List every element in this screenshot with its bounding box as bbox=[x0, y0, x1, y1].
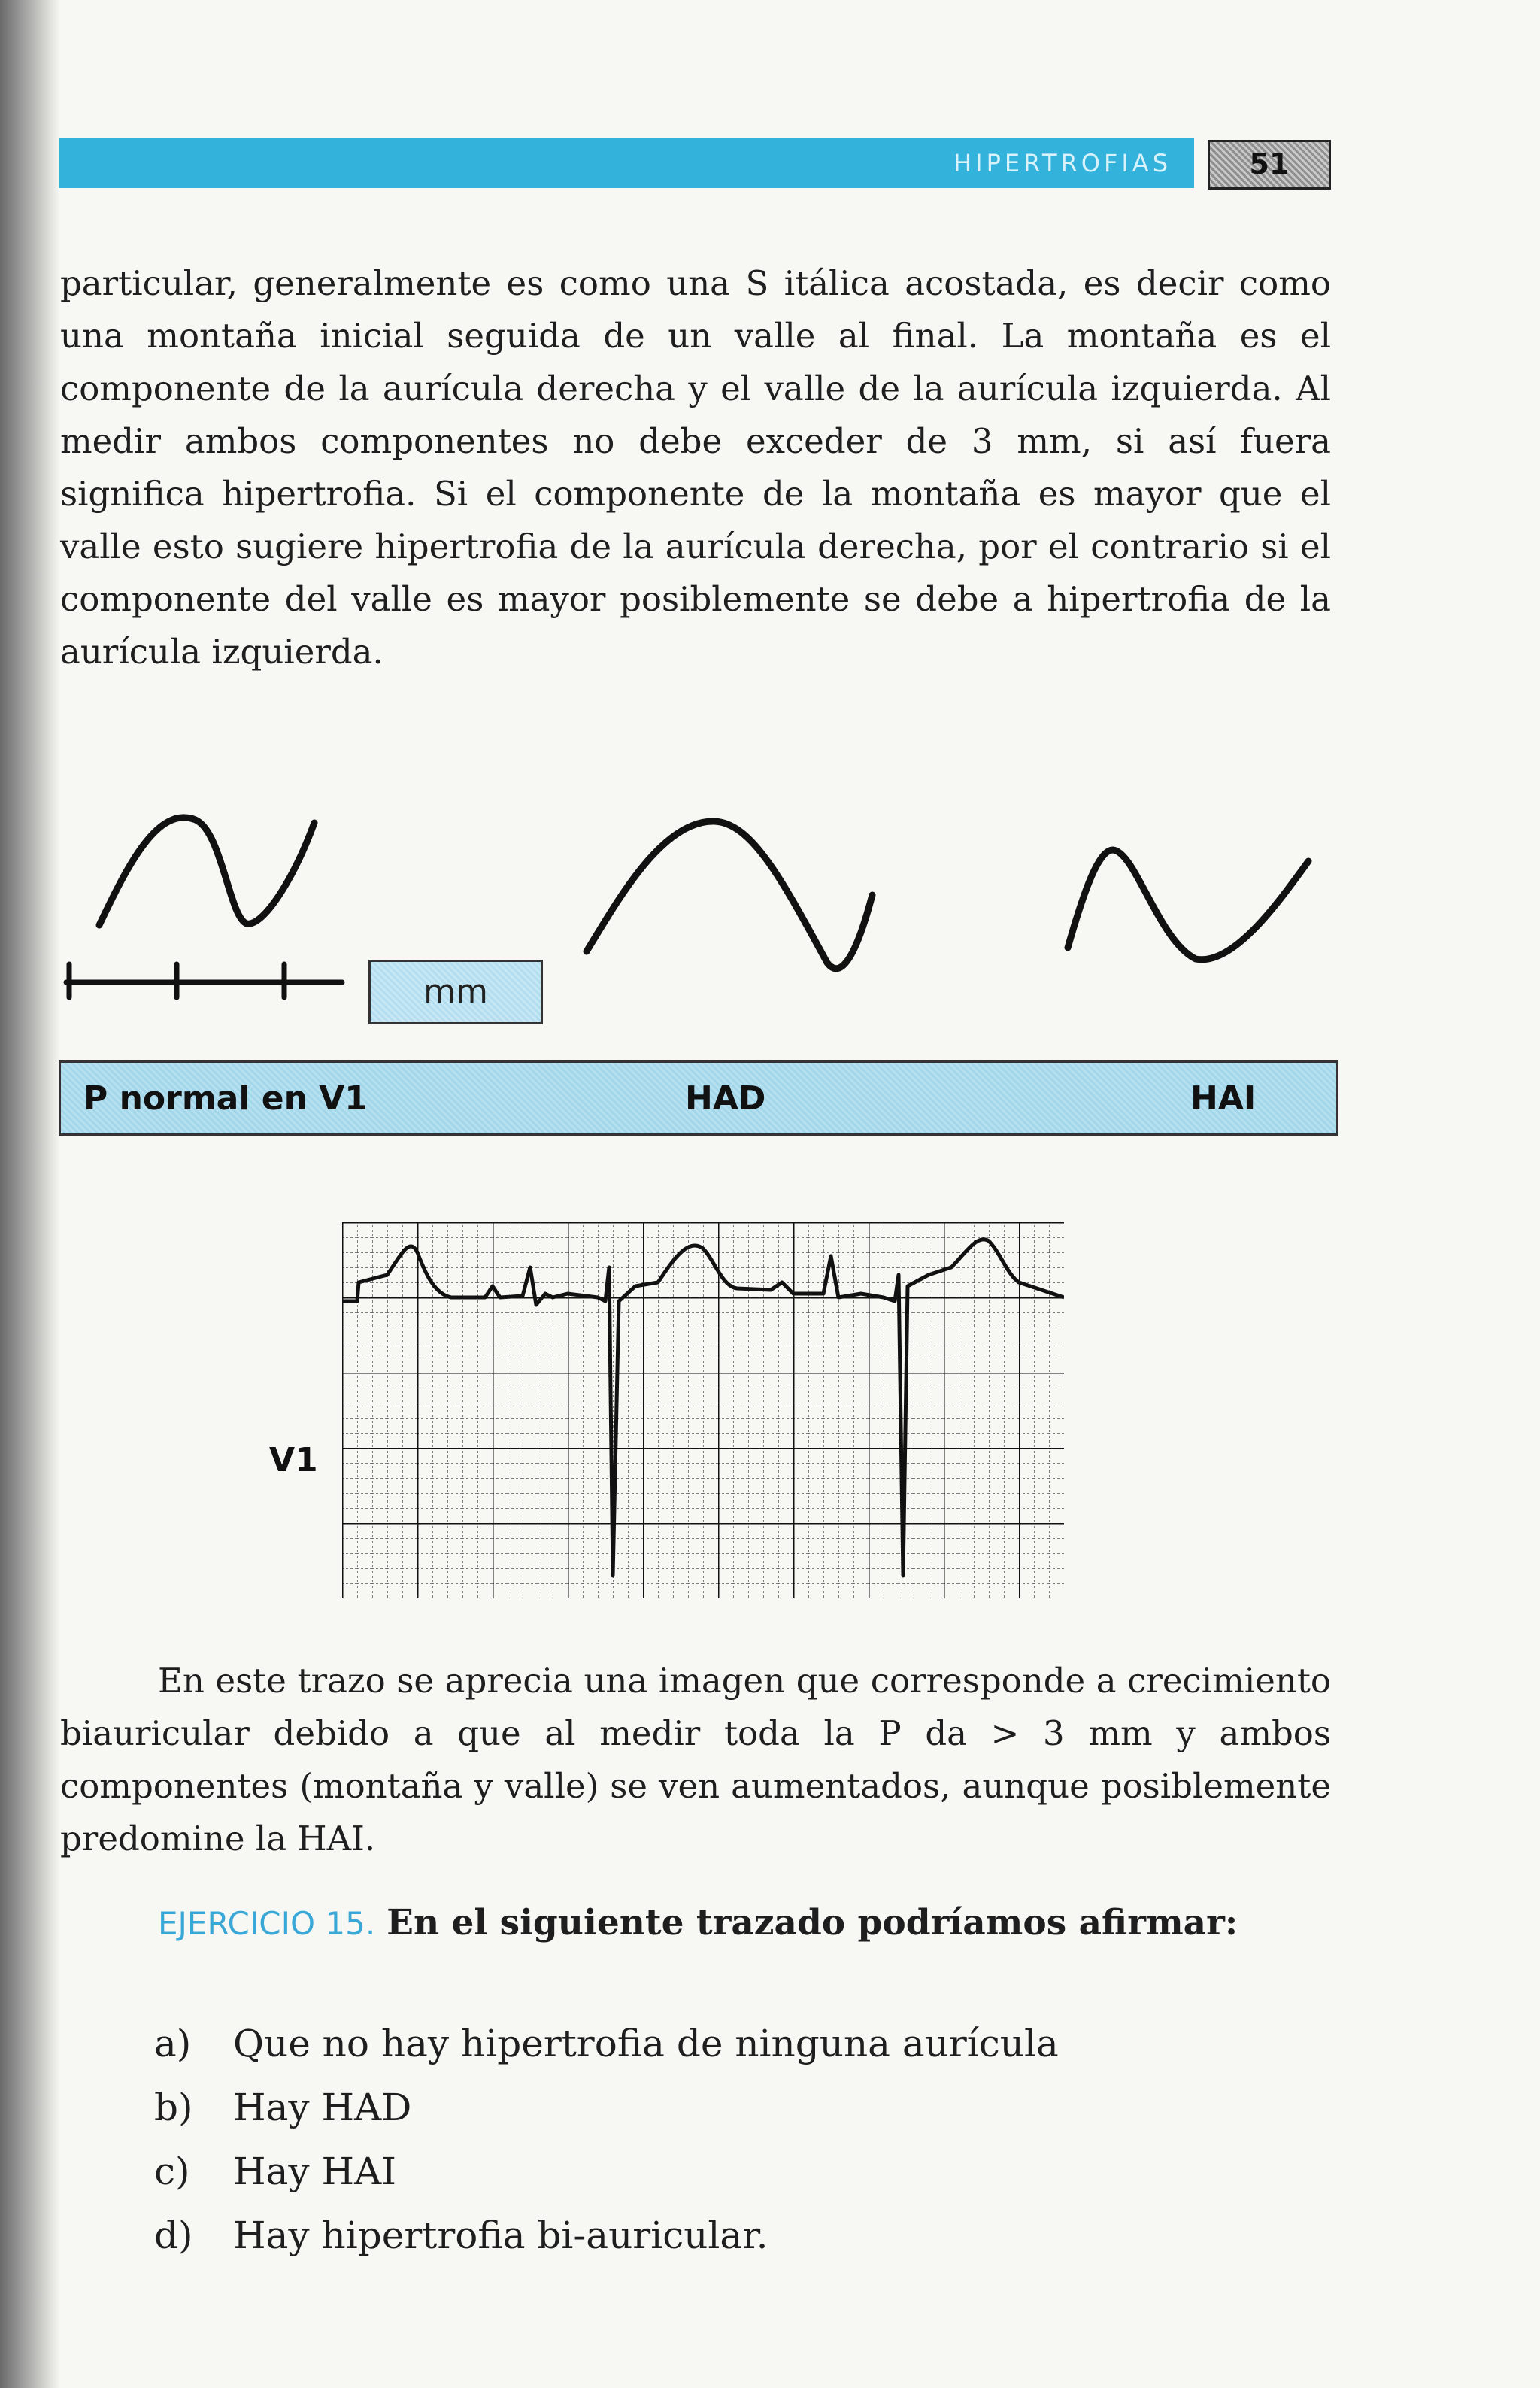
p-wave-diagrams bbox=[45, 797, 1338, 1038]
page-number-box bbox=[1208, 140, 1331, 190]
p-wave-hai-curve bbox=[1068, 850, 1308, 960]
option-a-letter: a) bbox=[154, 2022, 192, 2065]
option-d bbox=[154, 2204, 1059, 2268]
caption-had: HAD bbox=[685, 1079, 766, 1118]
option-c-text: Hay HAI bbox=[233, 2150, 397, 2193]
option-b bbox=[154, 2076, 1059, 2140]
mm-scale-label: mm bbox=[368, 960, 543, 1024]
ecg-strip-v1 bbox=[342, 1222, 1064, 1598]
option-d-text: Hay hipertrofia bi-auricular. bbox=[233, 2214, 768, 2257]
page-number: 51 bbox=[1249, 147, 1290, 181]
exercise-label: EJERCICIO 15. bbox=[158, 1905, 376, 1942]
exercise-15 bbox=[60, 1895, 1331, 1952]
exercise-question: En el siguiente trazado podríamos afirmar: bbox=[387, 1902, 1238, 1943]
p-wave-had-curve bbox=[587, 821, 872, 969]
diagram-caption-bar bbox=[59, 1060, 1338, 1136]
book-spine-shadow bbox=[0, 0, 60, 2388]
exercise-options bbox=[154, 2012, 1059, 2268]
paragraph-p-wave-description: particular, generalmente es como una S itálica acostada, es decir como una montaña inicial seguida de un valle al final. La montaña es el componente de la aurícula derecha y el valle de la aurícula izquierda. Al medir ambos componentes no debe exceder de 3 mm, si así fuera significa hipertrofia. Si el componente de la montaña es mayor que el valle esto sugiere hipertrofia de la aurícula derecha, por el contrario si el componente del valle es mayor posiblemente se debe a hipertrofia de la aurícula izquierda. bbox=[60, 263, 1331, 672]
option-a bbox=[154, 2012, 1059, 2076]
option-b-letter: b) bbox=[154, 2086, 193, 2129]
ecg-grid bbox=[342, 1222, 1064, 1598]
caption-p-normal-v1: P normal en V1 bbox=[83, 1079, 368, 1118]
option-c bbox=[154, 2140, 1059, 2204]
paragraph-biauricular-interpretation: En este trazo se aprecia una imagen que corresponde a crecimiento biauricular debido a que al medir toda la P da > 3 mm y ambos componentes (montaña y valle) se ven aumentados, aunque posiblemente predomine la HAI. bbox=[60, 1661, 1331, 1859]
option-c-letter: c) bbox=[154, 2150, 190, 2193]
caption-hai: HAI bbox=[1190, 1079, 1257, 1118]
option-b-text: Hay HAD bbox=[233, 2086, 412, 2129]
p-wave-normal-curve bbox=[99, 818, 314, 925]
option-d-letter: d) bbox=[154, 2214, 193, 2257]
option-a-text: Que no hay hipertrofia de ninguna aurícula bbox=[233, 2022, 1059, 2065]
mm-scale-ruler bbox=[66, 964, 342, 997]
running-header bbox=[59, 138, 1194, 188]
ecg-lead-label: V1 bbox=[269, 1441, 318, 1479]
section-title: HIPERTROFIAS bbox=[953, 149, 1172, 178]
